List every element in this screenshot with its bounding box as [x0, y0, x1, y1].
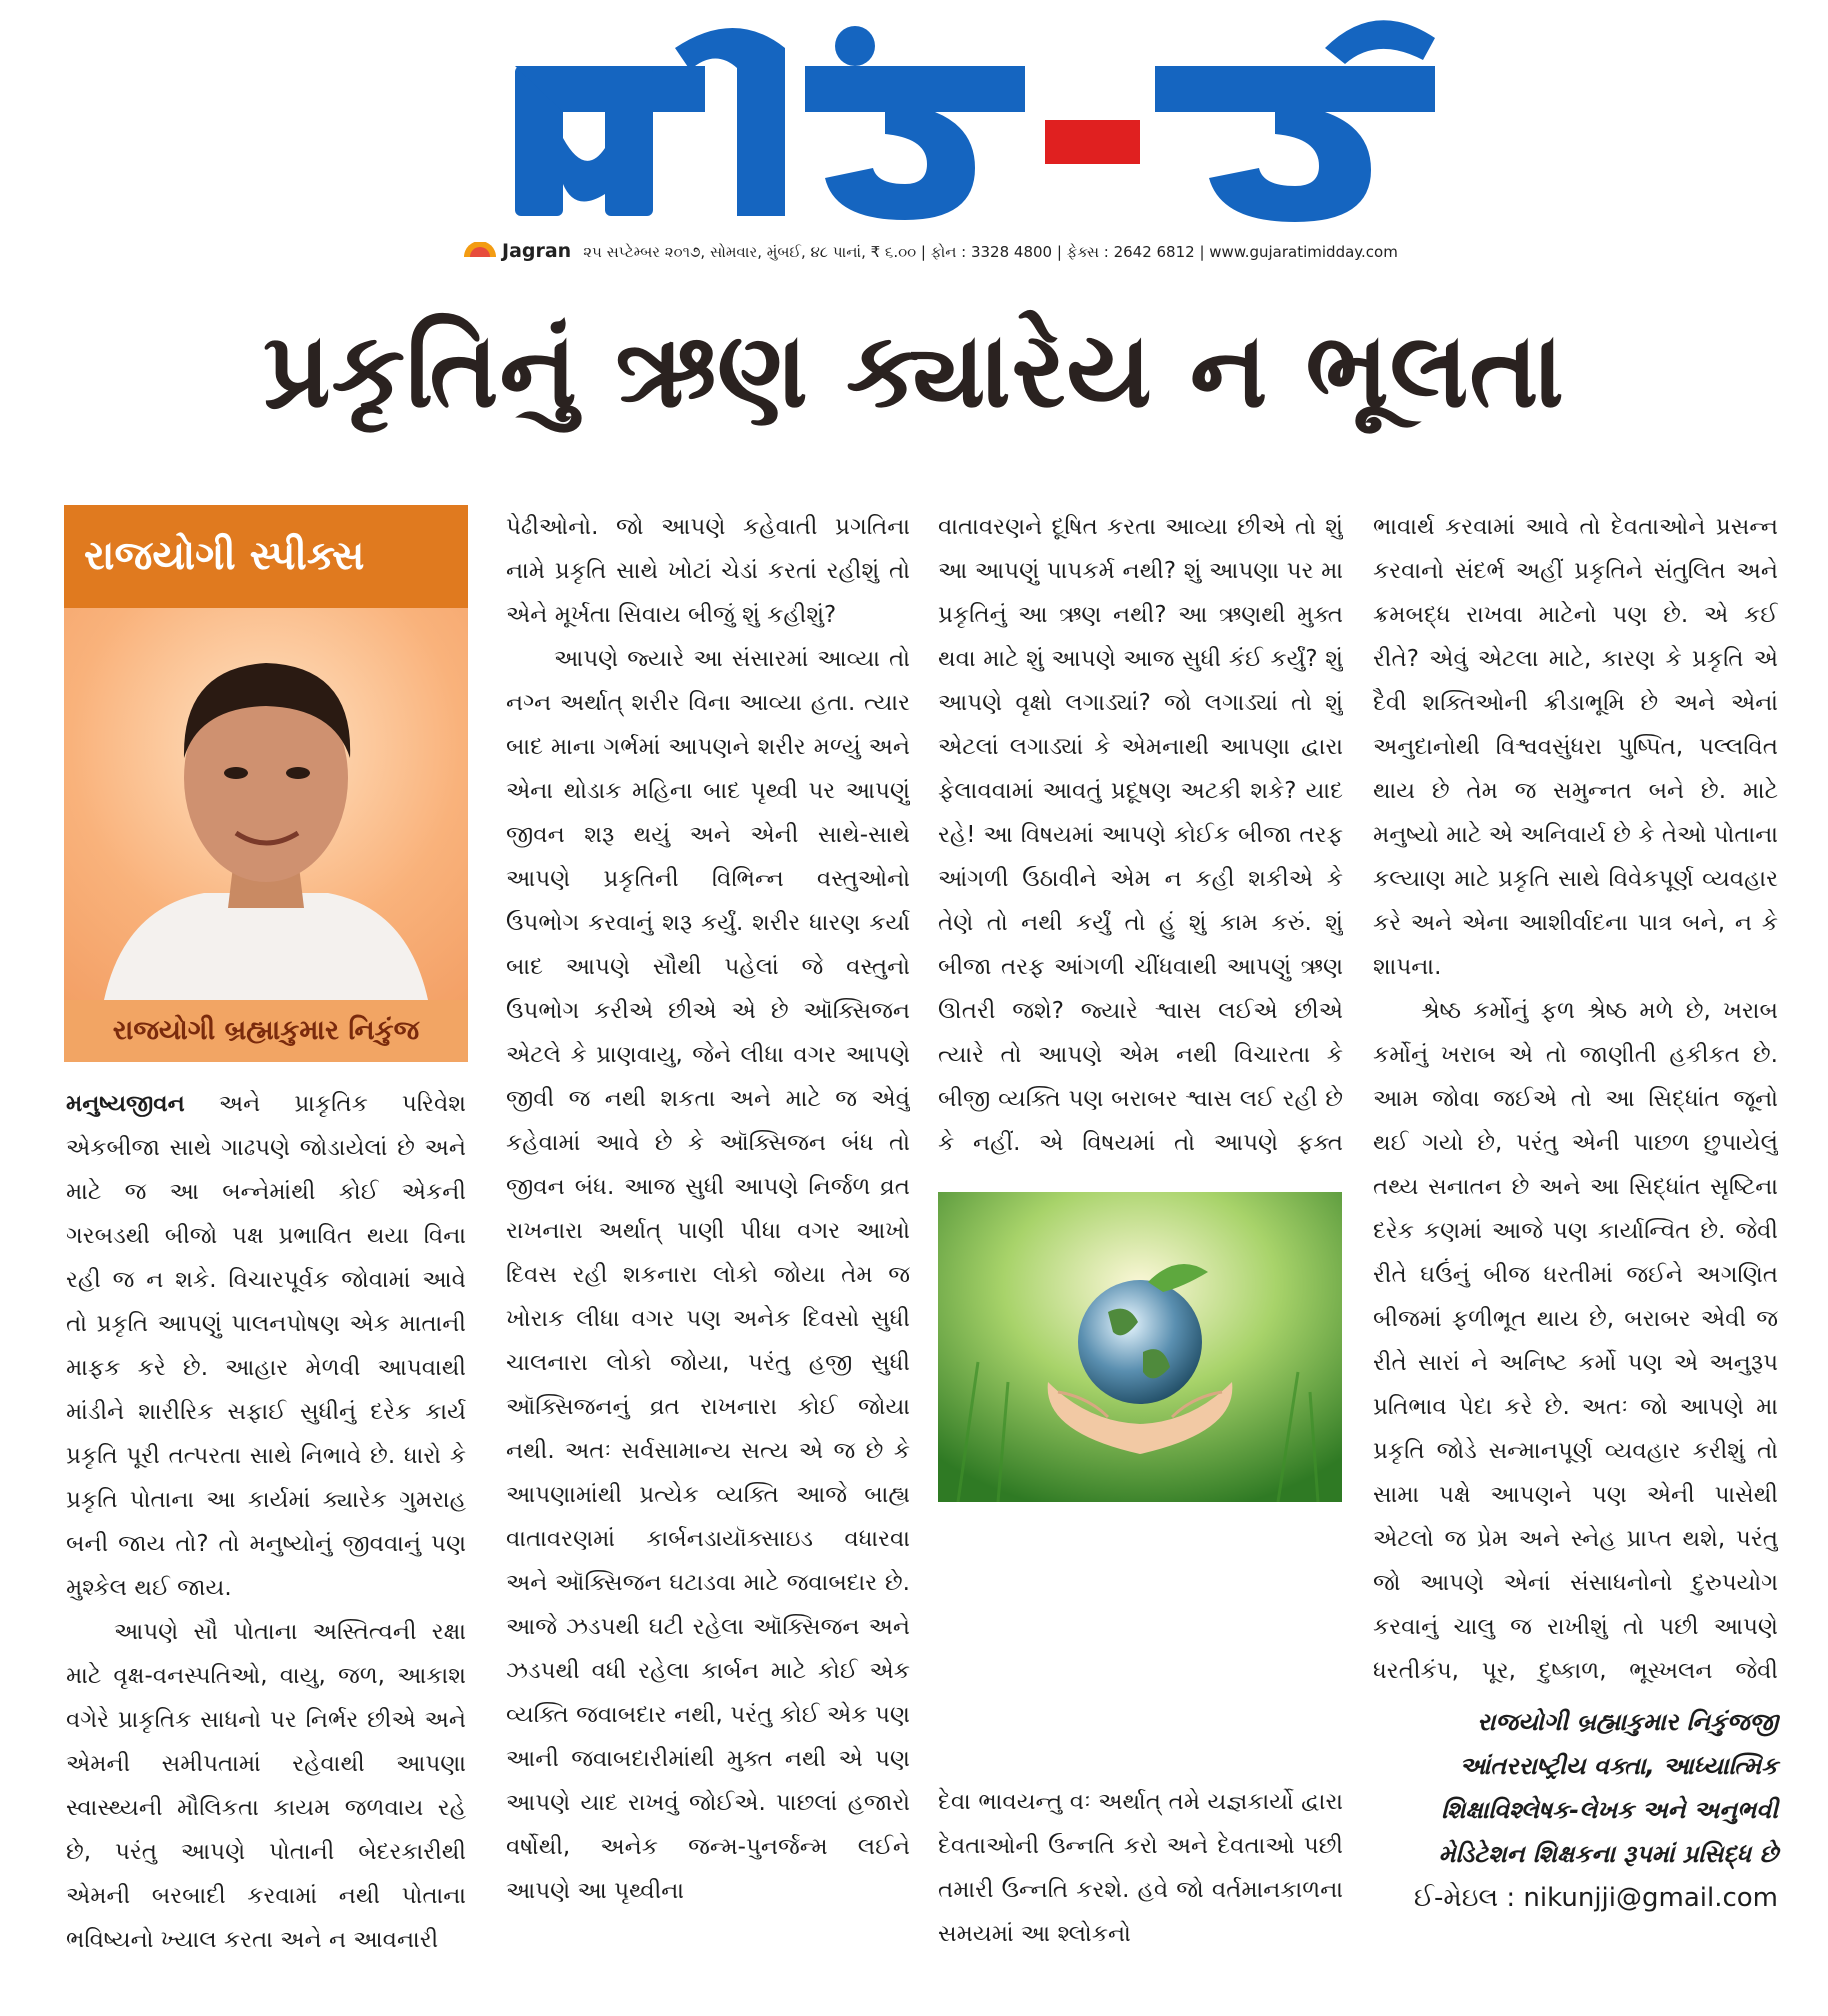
- email-link[interactable]: nikunjji@gmail.com: [1523, 1883, 1778, 1913]
- article-paragraph: મનુષ્યજીવન અને પ્રાકૃતિક પરિવેશ એકબીજા સાથે ગાઢપણે જોડાયેલાં છે અને માટે જ આ બન્નેમાંથી કોઈ એકની ગરબડથી બીજો પક્ષ પ્રભાવિત થયા વિના રહી જ ન શકે. વિચારપૂર્વક જોવામાં આવે તો પ્રકૃતિ આપણું પાલનપોષણ એક માતાની માફક કરે છે. આહાર મેળવી આપવાથી માંડીને શારીરિક સફાઈ સુધીનું દરેક કાર્ય પ્રકૃતિ પૂરી તત્પરતા સાથે નિભાવે છે. ધારો કે પ્રકૃતિ પોતાના આ કાર્યમાં ક્યારેક ગુમરાહ બની જાય તો? તો મનુષ્યોનું જીવવાનું પણ મુશ્કેલ થઈ જાય.: [66, 1091, 466, 1601]
- author-box: [64, 505, 468, 1065]
- earth-in-hands-image: [938, 1192, 1342, 1502]
- masthead: [0, 0, 1828, 262]
- author-bio-line: મેડિટેશન શિક્ષકના રૂપમાં પ્રસિદ્ધ છે: [1438, 1840, 1778, 1868]
- mid-day-logo[interactable]: [505, 8, 1455, 233]
- portrait-image: [64, 608, 468, 1000]
- email-label: ઈ-મેઇલ :: [1413, 1883, 1516, 1913]
- article-column-4: [1373, 505, 1778, 1685]
- article-paragraph: પેઢીઓનો. જો આપણે કહેવાતી પ્રગતિના નામે પ્રકૃતિ સાથે ખોટાં ચેડાં કરતાં રહીશું તો એને મૂર્ખતા સિવાય બીજું શું કહીશું?: [506, 514, 910, 628]
- article-column-3: [938, 505, 1343, 1165]
- author-email-line: [1373, 1876, 1778, 1920]
- author-bio-line: શિક્ષાવિશ્લેષક-લેખક અને અનુભવી: [1441, 1796, 1778, 1824]
- article-paragraph: વાતાવરણને દૂષિત કરતા આવ્યા છીએ તો શું આ આપણું પાપકર્મ નથી? શું આપણા પર મા પ્રકૃતિનું આ ઋણ નથી? આ ઋણથી મુક્ત થવા માટે શું આપણે આજ સુધી કંઈ કર્યું? શું આપણે વૃક્ષો લગાડ્યાં? જો લગાડ્યાં તો શું એટલાં લગાડ્યાં કે એમનાથી આપણા દ્વારા ફેલાવવામાં આવતું પ્રદૂષણ અટકી શકે? યાદ રહે! આ વિષયમાં આપણે કોઈક બીજા તરફ આંગળી ઉઠાવીને એમ ન કહી શકીએ કે તેણે તો નથી કર્યું તો હું શું કામ કરું. શું બીજા તરફ આંગળી ચીંધવાથી આપણું ઋણ ઊતરી જશે? જ્યારે શ્વાસ લઈએ છીએ ત્યારે તો આપણે એમ નથી વિચારતા કે બીજી વ્યક્તિ પણ બરાબર શ્વાસ લઈ રહી છે કે નહીં. એ વિષયમાં તો આપણે ફક્ત: [938, 514, 1343, 1156]
- article-paragraph: આપણે સૌ પોતાના અસ્તિત્વની રક્ષા માટે વૃક્ષ-વનસ્પતિઓ, વાયુ, જળ, આકાશ વગેરે પ્રાકૃતિક સાધનો પર નિર્ભર છીએ અને એમની સમીપતામાં રહેવાથી આપણા સ્વાસ્થ્યની મૌલિકતા કાયમ જળવાય રહે છે, પરંતુ આપણે પોતાની બેદરકારીથી એમની બરબાદી કરવામાં નથી પોતાના ભવિષ્યનો ખ્યાલ કરતા અને ન આવનારી: [66, 1619, 466, 1953]
- article-column-2: [506, 505, 910, 1995]
- article-column-1: [66, 1082, 466, 1992]
- article-paragraph: ભાવાર્થ કરવામાં આવે તો દેવતાઓને પ્રસન્ન કરવાનો સંદર્ભ અહીં પ્રકૃતિને સંતુલિત અને ક્રમબદ્ધ રાખવા માટેનો પણ છે. એ કઈ રીતે? એવું એટલા માટે, કારણ કે પ્રકૃતિ એ દૈવી શક્તિઓની ક્રીડાભૂમિ છે અને એનાં અનુદાનોથી વિશ્વવસુંધરા પુષ્પિત, પલ્લવિત થાય છે તેમ જ સમુન્નત બને છે. માટે મનુષ્યો માટે એ અનિવાર્ય છે કે તેઓ પોતાના કલ્યાણ માટે પ્રકૃતિ સાથે વિવેકપૂર્ણ વ્યવહાર કરે અને એના આશીર્વાદના પાત્ર બને, ન કે શાપના.: [1373, 514, 1778, 980]
- jagran-logo-text[interactable]: Jagran: [502, 240, 572, 262]
- article-paragraph: આપણે જ્યારે આ સંસારમાં આવ્યા તો નગ્ન અર્થાત્ શરીર વિના આવ્યા હતા. ત્યાર બાદ માના ગર્ભમાં આપણને શરીર મળ્યું અને એના થોડાક મહિના બાદ પૃથ્વી પર આપણું જીવન શરૂ થયું અને એની સાથે-સાથે આપણે પ્રકૃતિની વિભિન્ન વસ્તુઓનો ઉપભોગ કરવાનું શરૂ કર્યું. શરીર ધારણ કર્યા બાદ આપણે સૌથી પહેલાં જે વસ્તુનો ઉપભોગ કરીએ છીએ એ છે ઑક્સિજન એટલે કે પ્રાણવાયુ, જેને લીધા વગર આપણે જીવી જ નથી શકતા અને માટે જ એવું કહેવામાં આવે છે કે ઑક્સિજન બંધ તો જીવન બંધ. આજ સુધી આપણે નિર્જળ વ્રત રાખનારા અર્થાત્ પાણી પીધા વગર આખો દિવસ રહી શકનારા લોકો જોયા તેમ જ ખોરાક લીધા વગર પણ અનેક દિવસો સુધી ચાલનારા લોકો જોયા, પરંતુ હજી સુધી ઑક્સિજનનું વ્રત રાખનારા કોઈ જોયા નથી. અતઃ સર્વસામાન્ય સત્ય એ જ છે કે આપણામાંથી પ્રત્યેક વ્યક્તિ આજે બાહ્ય વાતાવરણમાં કાર્બનડાયૉક્સાઇડ વધારવા અને ઑક્સિજન ઘટાડવા માટે જવાબદાર છે. આજે ઝડપથી ઘટી રહેલા ઑક્સિજન અને ઝડપથી વધી રહેલા કાર્બન માટે કોઈ એક વ્યક્તિ જવાબદાર નથી, પરંતુ કોઈ એક પણ આની જવાબદારીમાંથી મુક્ત નથી એ પણ આપણે યાદ રાખવું જોઈએ. પાછલાં હજારો વર્ષોથી, અનેક જન્મ-પુનર્જન્મ લઈને આપણે આ પૃથ્વીના: [506, 646, 910, 1904]
- column-label: રાજયોગી સ્પીક્સ: [64, 505, 468, 608]
- author-signature: [1373, 1700, 1778, 1920]
- article-paragraph: શ્રેષ્ઠ કર્મોનું ફળ શ્રેષ્ઠ મળે છે, ખરાબ કર્મોનું ખરાબ એ તો જાણીતી હકીકત છે. આમ જોવા જઈએ તો આ સિદ્ધાંત જૂનો થઈ ગયો છે, પરંતુ એની પાછળ છુપાયેલું તથ્ય સનાતન છે અને આ સિદ્ધાંત સૃષ્ટિના દરેક કણમાં આજે પણ કાર્યાન્વિત છે. જેવી રીતે ઘઉંનું બીજ ધરતીમાં જઈને અગણિત બીજમાં ફળીભૂત થાય છે, બરાબર એવી જ રીતે સારાં ને અનિષ્ટ કર્મો પણ એ અનુરૂપ પ્રતિભાવ પેદા કરે છે. અતઃ જો આપણે મા પ્રકૃતિ જોડે સન્માનપૂર્ણ વ્યવહાર કરીશું તો સામા પક્ષે આપણને પણ એની પાસેથી એટલો જ પ્રેમ અને સ્નેહ પ્રાપ્ત થશે, પરંતુ જો આપણે એનાં સંસાધનોનો દુરુપયોગ કરવાનું ચાલુ જ રાખીશું તો પછી આપણે ધરતીકંપ, પૂર, દુષ્કાળ, ભૂસ્ખલન જેવી: [1373, 998, 1778, 1684]
- dateline-text: ૨૫ સપ્ટેમ્બર ૨૦૧૭, સોમવાર, મુંબઈ, ૪૮ પાનાં, ₹ ૬.૦૦ | ફોન : 3328 4800 | ફેક્સ : 2642 6812 | www.gujaratimidday.com: [583, 243, 1398, 261]
- sun-icon: [462, 242, 498, 258]
- article-column-3-continued: [938, 1780, 1343, 2000]
- author-bio-line: આંતરરાષ્ટ્રીય વક્તા, આધ્યાત્મિક: [1459, 1752, 1778, 1780]
- headline: પ્રકૃતિનું ઋણ ક્યારેય ન ભૂલતા: [263, 309, 1565, 431]
- lead-word: મનુષ્યજીવન: [66, 1091, 185, 1117]
- article-paragraph: દેવા ભાવયન્તુ વઃ અર્થાત્ તમે યજ્ઞકાર્યો દ્વારા દેવતાઓની ઉન્નતિ કરો અને દેવતાઓ પછી તમારી ઉન્નતિ કરશે. હવે જો વર્તમાનકાળના સમયમાં આ શ્લોકનો: [938, 1789, 1343, 1947]
- columnist-name: રાજયોગી બ્રહ્માકુમાર નિકુંજ: [64, 1000, 468, 1062]
- author-name: રાજયોગી બ્રહ્માકુમાર નિકુંજજી: [1477, 1708, 1778, 1736]
- dateline: [462, 240, 1462, 268]
